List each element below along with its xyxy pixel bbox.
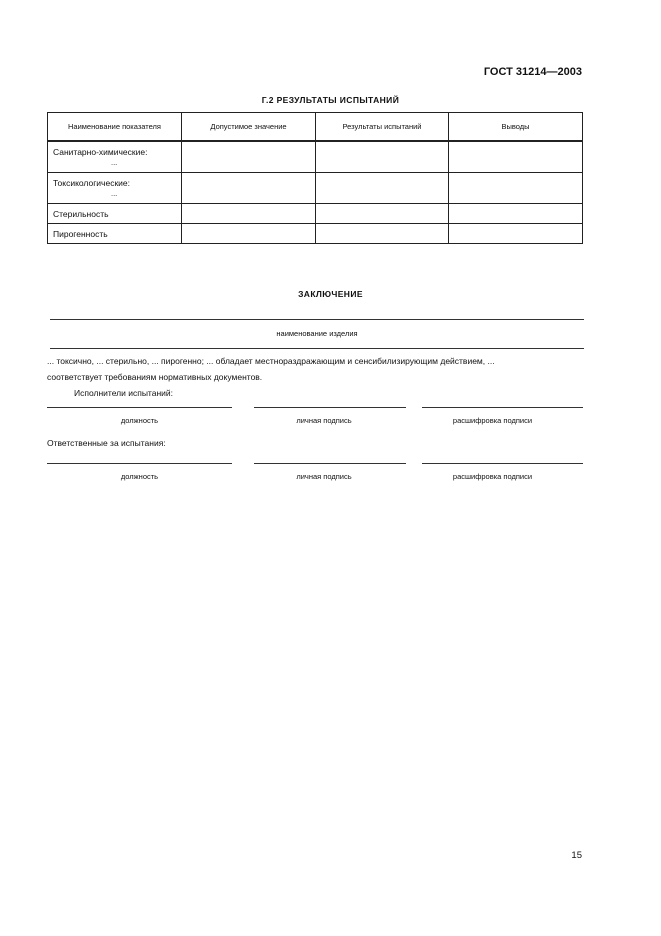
table-row [48,173,583,204]
column-header: Результаты испытаний [316,113,449,142]
table-row [48,224,583,244]
row-sub: ... [111,189,118,198]
table-cell [449,204,583,224]
table-cell [449,141,583,173]
table-cell [182,173,316,204]
signature-line [254,463,406,464]
name-decoding-caption: расшифровка подписи [452,416,533,425]
column-header: Выводы [449,113,583,142]
product-name-line [50,319,584,320]
conclusion-text-line1: ... токсично, ... стерильно, ... пирогенно; ... обладает местнораздражающим и сенсибилизирующим действием, ... [47,356,495,366]
name-decoding-line [422,463,583,464]
name-decoding-caption: расшифровка подписи [452,472,533,481]
row-sub: ... [111,158,118,167]
table-cell [182,141,316,173]
position-caption: должность [120,416,159,425]
table-cell [449,173,583,204]
signature-caption: личная подпись [296,472,352,481]
page-number: 15 [571,850,582,861]
table-cell [316,224,449,244]
results-table [47,112,583,244]
blank-line [50,348,584,349]
name-decoding-line [422,407,583,408]
responsible-label: Ответственные за испытания: [47,438,166,448]
table-cell [449,224,583,244]
position-line [47,407,232,408]
table-cell [316,141,449,173]
conclusion-title: ЗАКЛЮЧЕНИЕ [298,289,363,299]
table-header-row [48,113,583,142]
product-name-caption: наименование изделия [276,329,358,338]
signature-line [254,407,406,408]
section-title: Г.2 РЕЗУЛЬТАТЫ ИСПЫТАНИЙ [261,95,400,105]
column-header: Допустимое значение [182,113,316,142]
row-name-cell [48,141,182,173]
conclusion-text-line2: соответствует требованиям нормативных документов. [47,372,263,382]
document-number: ГОСТ 31214—2003 [483,66,582,78]
table-row [48,204,583,224]
position-line [47,463,232,464]
row-name: Стерильность [48,204,182,224]
column-header: Наименование показателя [48,113,182,142]
row-name: Токсикологические: [53,178,131,188]
position-caption: должность [120,472,159,481]
signature-caption: личная подпись [296,416,352,425]
table-cell [316,173,449,204]
row-name: Пирогенность [48,224,182,244]
executors-label: Исполнители испытаний: [74,388,174,398]
row-name: Санитарно-химические: [53,147,148,157]
table-cell [316,204,449,224]
row-name-cell [48,173,182,204]
table-cell [182,204,316,224]
table-cell [182,224,316,244]
table-row [48,141,583,173]
